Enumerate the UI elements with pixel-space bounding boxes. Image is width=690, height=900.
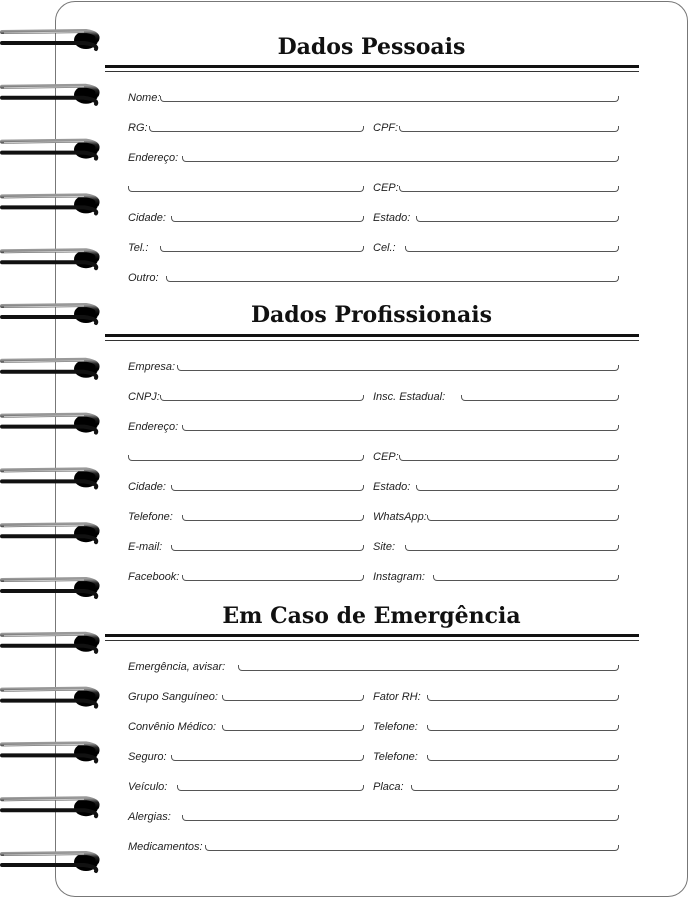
outro-label: Outro: xyxy=(128,272,159,284)
cidade-label: Cidade: xyxy=(128,212,166,224)
telefone-seguro-label: Telefone: xyxy=(373,751,418,763)
spiral-ring-icon xyxy=(2,360,98,378)
cep-label: CEP: xyxy=(373,182,399,194)
spiral-ring-icon xyxy=(2,634,98,652)
section-title: Dados Profissionais xyxy=(250,302,493,328)
spiral-ring-icon xyxy=(2,86,98,104)
convenio-medico-field[interactable] xyxy=(222,725,364,731)
grupo-sanguineo-label: Grupo Sanguíneo: xyxy=(128,691,218,703)
cnpj-field[interactable] xyxy=(160,395,364,401)
placa-label: Placa: xyxy=(373,781,404,793)
fator-rh-field[interactable] xyxy=(427,695,619,701)
section-divider xyxy=(105,71,639,72)
endereco-label: Endereço: xyxy=(128,152,179,164)
nome-field[interactable] xyxy=(160,96,619,102)
section-divider xyxy=(105,634,639,637)
spiral-ring-icon xyxy=(2,415,98,433)
spiral-ring-icon xyxy=(2,689,98,707)
estado-prof-label: Estado: xyxy=(373,481,411,493)
section-divider xyxy=(105,65,639,68)
nome-label: Nome: xyxy=(128,92,161,104)
medicamentos-label: Medicamentos: xyxy=(128,841,203,853)
endereco-prof-field[interactable] xyxy=(182,425,619,431)
site-label: Site: xyxy=(373,541,396,553)
cidade-prof-label: Cidade: xyxy=(128,481,166,493)
endereco-field[interactable] xyxy=(182,156,619,162)
email-field[interactable] xyxy=(171,545,364,551)
spiral-ring-icon xyxy=(2,853,98,871)
cel-field[interactable] xyxy=(405,246,619,252)
whatsapp-field[interactable] xyxy=(427,515,619,521)
grupo-sanguineo-field[interactable] xyxy=(222,695,364,701)
spiral-ring-icon xyxy=(2,798,98,816)
alergias-label: Alergias: xyxy=(128,811,171,823)
empresa-field[interactable] xyxy=(177,365,619,371)
tel-field[interactable] xyxy=(160,246,364,252)
spiral-ring-icon xyxy=(2,305,98,323)
veiculo-label: Veículo: xyxy=(128,781,168,793)
facebook-field[interactable] xyxy=(182,575,364,581)
spiral-binding xyxy=(0,0,110,900)
endereco-prof-label: Endereço: xyxy=(128,421,179,433)
convenio-medico-label: Convênio Médico: xyxy=(128,721,217,733)
site-field[interactable] xyxy=(405,545,619,551)
spiral-ring-icon xyxy=(2,524,98,542)
emergencia-avisar-label: Emergência, avisar: xyxy=(128,661,226,673)
section-title: Em Caso de Emergência xyxy=(222,603,521,629)
estado-label: Estado: xyxy=(373,212,411,224)
email-label: E-mail: xyxy=(128,541,163,553)
endereco-cont-field[interactable] xyxy=(128,186,364,192)
spiral-ring-icon xyxy=(2,743,98,761)
seguro-label: Seguro: xyxy=(128,751,167,763)
cpf-field[interactable] xyxy=(399,126,619,132)
cidade-field[interactable] xyxy=(171,216,364,222)
insc-estadual-label: Insc. Estadual: xyxy=(373,391,446,403)
whatsapp-label: WhatsApp: xyxy=(373,511,427,523)
instagram-label: Instagram: xyxy=(373,571,425,583)
seguro-field[interactable] xyxy=(171,755,364,761)
cep-prof-field[interactable] xyxy=(399,455,619,461)
medicamentos-field[interactable] xyxy=(205,845,619,851)
section-divider xyxy=(105,640,639,641)
insc-estadual-field[interactable] xyxy=(461,395,619,401)
endereco-prof-cont-field[interactable] xyxy=(128,455,364,461)
spiral-ring-icon xyxy=(2,469,98,487)
spiral-ring-icon xyxy=(2,579,98,597)
cel-label: Cel.: xyxy=(373,242,396,254)
facebook-label: Facebook: xyxy=(128,571,180,583)
rg-label: RG: xyxy=(128,122,148,134)
telefone-prof-field[interactable] xyxy=(182,515,364,521)
spiral-ring-icon xyxy=(2,31,98,49)
telefone-seguro-field[interactable] xyxy=(427,755,619,761)
spiral-ring-icon xyxy=(2,195,98,213)
alergias-field[interactable] xyxy=(182,815,619,821)
instagram-field[interactable] xyxy=(433,575,619,581)
spiral-ring-icon xyxy=(2,250,98,268)
cpf-label: CPF: xyxy=(373,122,399,134)
cidade-prof-field[interactable] xyxy=(171,485,364,491)
empresa-label: Empresa: xyxy=(128,361,176,373)
placa-field[interactable] xyxy=(411,785,619,791)
cep-field[interactable] xyxy=(399,186,619,192)
estado-field[interactable] xyxy=(416,216,619,222)
cep-prof-label: CEP: xyxy=(373,451,399,463)
telefone-prof-label: Telefone: xyxy=(128,511,173,523)
veiculo-field[interactable] xyxy=(177,785,364,791)
rg-field[interactable] xyxy=(149,126,364,132)
tel-label: Tel.: xyxy=(128,242,149,254)
section-title: Dados Pessoais xyxy=(277,34,466,60)
telefone-convenio-field[interactable] xyxy=(427,725,619,731)
estado-prof-field[interactable] xyxy=(416,485,619,491)
cnpj-label: CNPJ: xyxy=(128,391,160,403)
emergencia-avisar-field[interactable] xyxy=(238,665,619,671)
fator-rh-label: Fator RH: xyxy=(373,691,421,703)
section-divider xyxy=(105,340,639,341)
outro-field[interactable] xyxy=(166,276,619,282)
spiral-ring-icon xyxy=(2,141,98,159)
telefone-convenio-label: Telefone: xyxy=(373,721,418,733)
section-divider xyxy=(105,334,639,337)
